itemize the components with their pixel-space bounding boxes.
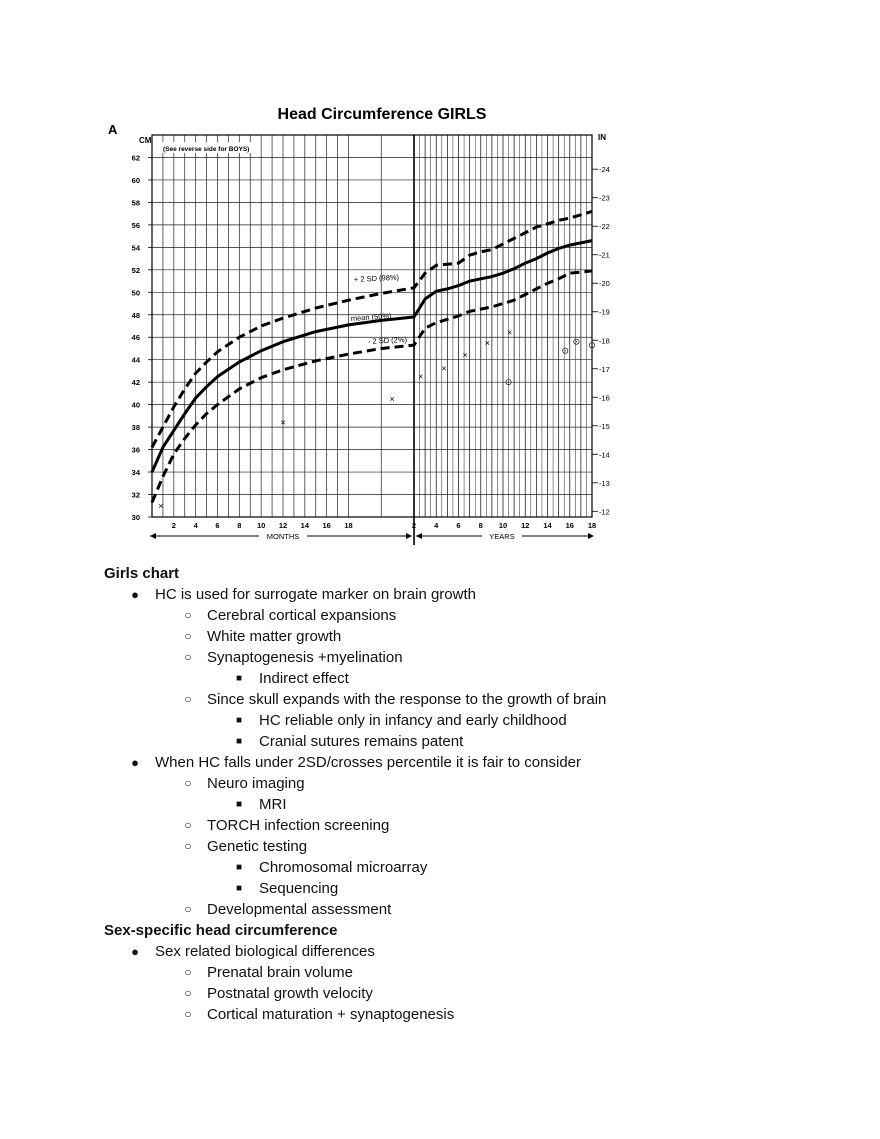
y-tick-label-cm: 34 bbox=[131, 468, 140, 478]
reverse-side-note: (See reverse side for BOYS) bbox=[163, 146, 250, 153]
bullet-square-icon: ■ bbox=[235, 862, 243, 873]
chart-series bbox=[152, 211, 592, 502]
list-item-text: Developmental assessment bbox=[207, 901, 392, 918]
y-tick-label-cm: 46 bbox=[131, 333, 140, 343]
list-item bbox=[0, 899, 880, 920]
plotted-mark: × bbox=[389, 394, 395, 405]
series-line-sd bbox=[152, 271, 592, 503]
plotted-mark: × bbox=[280, 417, 286, 428]
series-line-sd bbox=[152, 211, 592, 447]
plotted-mark: ⊙ bbox=[572, 336, 581, 347]
list-item bbox=[0, 710, 880, 731]
list-item-text: Sex related biological differences bbox=[155, 943, 375, 960]
label-plus-2sd: + 2 SD (98%) bbox=[353, 272, 400, 284]
age-axis bbox=[150, 530, 594, 542]
y-tick-label-in: -17 bbox=[599, 364, 610, 374]
list-item bbox=[0, 605, 880, 626]
y-tick-label-cm: 42 bbox=[131, 378, 140, 388]
plotted-mark: ⊙ bbox=[504, 377, 513, 388]
list-girls-chart bbox=[0, 584, 880, 920]
bullet-disc-icon: ● bbox=[131, 755, 139, 770]
y-tick-label-in: -21 bbox=[599, 250, 610, 260]
list-item-text: Genetic testing bbox=[207, 838, 308, 855]
months-arrow-left bbox=[150, 533, 156, 539]
bullet-square-icon: ■ bbox=[235, 799, 243, 810]
y-tick-label-in: -19 bbox=[599, 307, 610, 317]
bullet-square-icon: ■ bbox=[235, 715, 243, 726]
y-tick-label-in: -20 bbox=[599, 279, 610, 289]
list-item-text: TORCH infection screening bbox=[207, 817, 390, 834]
plotted-mark: × bbox=[418, 371, 424, 382]
bullet-square-icon: ■ bbox=[235, 673, 243, 684]
list-item bbox=[0, 647, 880, 689]
y-tick-label-in: -18 bbox=[599, 336, 610, 346]
bullet-square-icon: ■ bbox=[235, 883, 243, 894]
left-unit-label: CM bbox=[139, 136, 152, 145]
y-tick-label-cm: 32 bbox=[131, 490, 140, 500]
list-item-text: Since skull expands with the response to the growth of brain bbox=[207, 691, 607, 708]
bullet-circle-icon: ○ bbox=[184, 692, 192, 706]
x-tick-label-years: 2 bbox=[411, 521, 417, 530]
y-tick-label-cm: 38 bbox=[131, 423, 140, 433]
chart-plotted-marks bbox=[158, 328, 596, 511]
list-item bbox=[0, 857, 880, 878]
bullet-circle-icon: ○ bbox=[184, 1007, 192, 1021]
years-arrow-left bbox=[416, 533, 422, 539]
list-item bbox=[0, 794, 880, 815]
bullet-circle-icon: ○ bbox=[184, 629, 192, 643]
y-tick-label-cm: 30 bbox=[131, 513, 140, 522]
list-item bbox=[0, 626, 880, 647]
x-tick-label-years: 18 bbox=[587, 521, 597, 530]
x-tick-label-months: 10 bbox=[256, 521, 266, 530]
list-item-text: When HC falls under 2SD/crosses percentile it is fair to consider bbox=[155, 754, 582, 771]
y-tick-label-cm: 56 bbox=[131, 220, 140, 230]
y-tick-label-cm: 60 bbox=[131, 175, 140, 185]
y-tick-label-in: -24 bbox=[599, 165, 610, 175]
list-sex-specific bbox=[0, 941, 880, 1025]
list-item-text: Cortical maturation + synaptogenesis bbox=[207, 1006, 455, 1023]
list-item-text: Sequencing bbox=[259, 880, 339, 897]
list-item-text: Cranial sutures remains patent bbox=[259, 733, 464, 750]
heading-sex-specific: Sex-specific head circumference bbox=[104, 922, 338, 939]
list-item-text: Prenatal brain volume bbox=[207, 964, 353, 981]
list-item-text: White matter growth bbox=[207, 628, 342, 645]
list-item bbox=[0, 731, 880, 752]
list-item bbox=[0, 584, 880, 752]
list-item-text: Neuro imaging bbox=[207, 775, 305, 792]
y-tick-label-cm: 40 bbox=[131, 400, 140, 410]
y-tick-label-cm: 50 bbox=[131, 288, 140, 298]
y-tick-label-cm: 54 bbox=[131, 243, 140, 253]
bullet-circle-icon: ○ bbox=[184, 839, 192, 853]
x-tick-label-months: 18 bbox=[344, 521, 353, 530]
x-tick-label-months: 14 bbox=[300, 521, 310, 530]
label-mean: mean (50%) bbox=[350, 311, 392, 323]
y-tick-label-in: -14 bbox=[599, 450, 610, 460]
plotted-mark: ⊙ bbox=[561, 345, 570, 356]
heading-girls-chart: Girls chart bbox=[104, 565, 180, 582]
bullet-circle-icon: ○ bbox=[184, 776, 192, 790]
list-item-text: Postnatal growth velocity bbox=[207, 985, 373, 1002]
x-tick-label-years: 10 bbox=[498, 521, 508, 530]
x-tick-label-months: 6 bbox=[215, 521, 220, 530]
bullet-circle-icon: ○ bbox=[184, 902, 192, 916]
chart-curve-labels bbox=[351, 273, 408, 346]
x-tick-label-months: 8 bbox=[237, 521, 242, 530]
x-tick-label-months: 4 bbox=[193, 521, 198, 530]
y-tick-label-cm: 58 bbox=[131, 198, 140, 208]
years-arrow-right bbox=[588, 533, 594, 539]
y-tick-label-cm: 52 bbox=[131, 265, 140, 275]
x-tick-label-years: 16 bbox=[565, 521, 574, 530]
y-tick-label-in: -12 bbox=[599, 507, 610, 517]
bullet-circle-icon: ○ bbox=[184, 650, 192, 664]
plotted-mark: ⊙ bbox=[588, 340, 596, 351]
x-tick-label-years: 12 bbox=[521, 521, 530, 530]
bullet-disc-icon: ● bbox=[131, 587, 139, 602]
y-tick-label-cm: 62 bbox=[131, 153, 140, 163]
bullet-square-icon: ■ bbox=[235, 736, 243, 747]
y-tick-label-in: -22 bbox=[599, 222, 610, 232]
x-tick-label-months: 2 bbox=[171, 521, 176, 530]
years-label: YEARS bbox=[489, 532, 515, 541]
plotted-mark: × bbox=[158, 500, 164, 511]
x-tick-label-years: 6 bbox=[456, 521, 461, 530]
list-item-text: HC reliable only in infancy and early childhood bbox=[259, 712, 567, 729]
y-tick-label-cm: 44 bbox=[131, 355, 140, 365]
list-item bbox=[0, 668, 880, 689]
chart-title: Head Circumference GIRLS bbox=[277, 106, 487, 123]
right-unit-label: IN bbox=[598, 133, 606, 142]
bullet-circle-icon: ○ bbox=[184, 965, 192, 979]
panel-letter: A bbox=[108, 122, 118, 137]
y-tick-label-in: -13 bbox=[599, 478, 610, 488]
bullet-circle-icon: ○ bbox=[184, 986, 192, 1000]
list-item bbox=[0, 815, 880, 836]
list-item-text: Synaptogenesis +myelination bbox=[207, 649, 403, 666]
list-item-text: Chromosomal microarray bbox=[259, 859, 428, 876]
y-tick-label-in: -16 bbox=[599, 393, 610, 403]
list-item bbox=[0, 1004, 880, 1025]
chart-frame bbox=[152, 135, 592, 517]
y-tick-label-cm: 36 bbox=[131, 445, 140, 455]
document-text bbox=[0, 563, 880, 1025]
list-item-text: HC is used for surrogate marker on brain growth bbox=[155, 586, 476, 603]
x-tick-label-years: 14 bbox=[543, 521, 552, 530]
list-item bbox=[0, 752, 880, 920]
bullet-circle-icon: ○ bbox=[184, 818, 192, 832]
x-tick-label-years: 8 bbox=[478, 521, 483, 530]
plotted-mark: × bbox=[484, 337, 491, 348]
list-item-text: Indirect effect bbox=[259, 670, 349, 687]
months-arrow-right bbox=[406, 533, 412, 539]
list-item bbox=[0, 962, 880, 983]
x-tick-label-months: 16 bbox=[322, 521, 331, 530]
y-tick-label-in: -15 bbox=[599, 421, 610, 431]
list-item bbox=[0, 983, 880, 1004]
y-tick-label-cm: 48 bbox=[131, 310, 140, 320]
months-label: MONTHS bbox=[266, 532, 300, 541]
head-circumference-chart bbox=[100, 95, 610, 555]
label-minus-2sd: - 2 SD (2%) bbox=[367, 334, 408, 346]
list-item bbox=[0, 836, 880, 899]
x-tick-label-years: 4 bbox=[434, 521, 439, 530]
bullet-disc-icon: ● bbox=[131, 944, 139, 959]
plotted-mark: × bbox=[507, 327, 513, 338]
list-item bbox=[0, 878, 880, 899]
plotted-mark: × bbox=[441, 363, 447, 374]
x-tick-label-months: 12 bbox=[278, 521, 288, 530]
list-item-text: MRI bbox=[259, 796, 287, 813]
list-item bbox=[0, 689, 880, 752]
bullet-circle-icon: ○ bbox=[184, 608, 192, 622]
list-item-text: Cerebral cortical expansions bbox=[207, 607, 397, 624]
y-tick-label-in: -23 bbox=[599, 193, 610, 203]
list-item bbox=[0, 941, 880, 1025]
plotted-mark: × bbox=[462, 350, 468, 361]
list-item bbox=[0, 773, 880, 815]
